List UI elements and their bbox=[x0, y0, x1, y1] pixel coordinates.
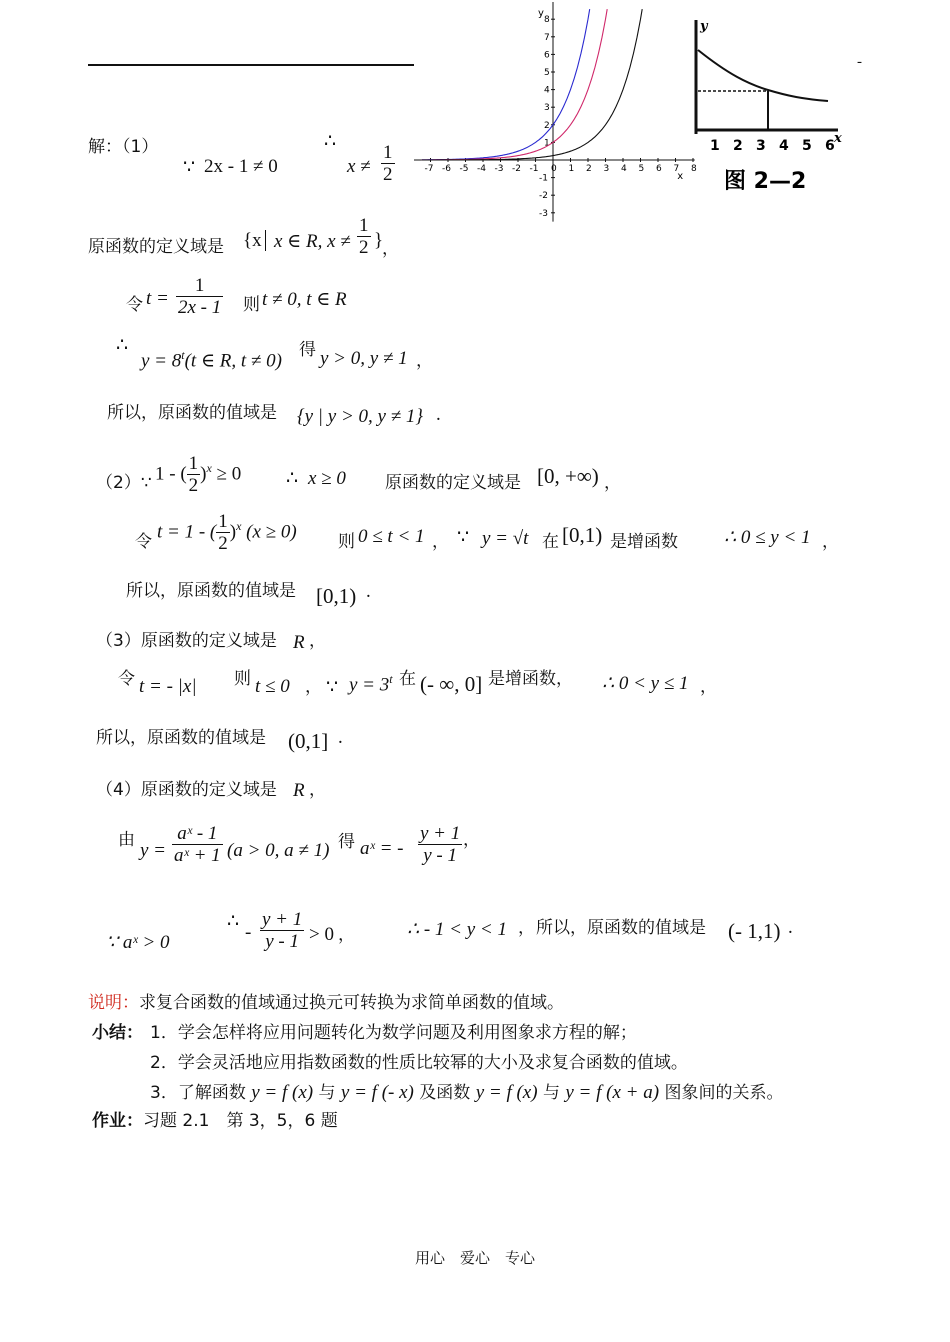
fig1-y-tick-label: 4 bbox=[544, 85, 550, 96]
p4-f-den: aˣ + 1 bbox=[174, 844, 221, 866]
p4-h-num: y + 1 bbox=[262, 909, 303, 930]
p2-domain: [0, +∞) bbox=[537, 464, 599, 488]
summary-item-3-f: y = f (x) bbox=[475, 1082, 538, 1103]
p1-y-exp: t bbox=[181, 348, 185, 362]
p1-domain-mid: x ∈ R, x ≠ bbox=[274, 231, 351, 252]
fig1-x-tick-label: 1 bbox=[568, 164, 575, 174]
p1-y-res: y > 0, y ≠ 1 bbox=[320, 348, 408, 369]
p4-g-den: y - 1 bbox=[418, 844, 462, 866]
p2-label: （2）∵ bbox=[96, 473, 152, 493]
p1-cond: 2x - 1 ≠ 0 bbox=[204, 156, 278, 177]
fig2-x-tick-label: 5 bbox=[802, 138, 812, 154]
p3-R-comma: ， bbox=[309, 631, 326, 651]
fig1-x-tick-label: -1 bbox=[529, 164, 539, 174]
p4-result-comma: ， bbox=[518, 918, 535, 938]
p2-t-frac bbox=[216, 512, 230, 554]
p1-let: 令 bbox=[126, 295, 143, 315]
summary-item-3-d: y = f (- x) bbox=[340, 1082, 414, 1103]
p3-because: ∵ bbox=[326, 677, 339, 698]
fig1-x-tick-label: -6 bbox=[442, 164, 451, 174]
p4-because-expr: ∵ aˣ > 0 bbox=[106, 932, 170, 953]
p2-expr bbox=[155, 454, 241, 496]
p2-t-a: t = 1 - ( bbox=[157, 521, 217, 543]
p1-y-res-comma: ， bbox=[416, 351, 433, 371]
note-line bbox=[88, 988, 564, 1013]
p1-t-den: 2x - 1 bbox=[178, 296, 222, 318]
summary-item-3-g: 与 bbox=[542, 1083, 560, 1103]
fig1-x-tick-label: 6 bbox=[656, 164, 662, 174]
fig1-y-tick-label: 5 bbox=[544, 68, 550, 78]
homework-line bbox=[92, 1106, 338, 1131]
fig2-x-tick-label: 2 bbox=[733, 138, 743, 154]
fig1-x-tick-label: 8 bbox=[691, 164, 697, 174]
p2-t-range: 0 ≤ t < 1 bbox=[358, 526, 425, 547]
p2-zai: 在 bbox=[542, 532, 559, 552]
p4-f-num: aˣ - 1 bbox=[177, 823, 218, 844]
fig1-x-tick-label: -5 bbox=[459, 164, 469, 174]
p2-expr-c: ≥ 0 bbox=[216, 463, 242, 485]
fig1-x-tick-label: 7 bbox=[673, 164, 680, 174]
fig2-x-tick-label: 6 bbox=[825, 138, 835, 154]
p2-result-comma: ， bbox=[822, 532, 839, 552]
p4-cond: (a > 0, a ≠ 1) bbox=[227, 840, 330, 861]
p2-range: [0,1) bbox=[316, 584, 357, 608]
p2-expr-frac bbox=[187, 454, 201, 496]
note-label: 说明： bbox=[88, 993, 139, 1013]
p3-let: 令 bbox=[118, 669, 135, 689]
p2-period: . bbox=[366, 581, 371, 602]
p2-therefore: ∴ bbox=[286, 468, 299, 489]
fig1-x-tick-label: 2 bbox=[586, 164, 592, 174]
fig1-x-tick-label: 0 bbox=[551, 164, 557, 174]
p4-f-frac bbox=[172, 824, 223, 866]
p2-expr-a: 1 - ( bbox=[155, 463, 187, 485]
p4-h-frac bbox=[260, 910, 304, 952]
fig2-x-tick-label: 1 bbox=[710, 138, 720, 154]
p4-neg: - bbox=[245, 922, 252, 943]
p2-sqrt: y = √t bbox=[482, 528, 529, 549]
exponential-curves-figure bbox=[410, 0, 700, 222]
p2-result: ∴ 0 ≤ y < 1 bbox=[724, 527, 811, 548]
p1-then: 则 bbox=[243, 295, 260, 315]
footer-text: 用心 爱心 专心 bbox=[415, 1249, 536, 1267]
summary-item-1: 1．学会怎样将应用问题转化为数学问题及利用图象求方程的解； bbox=[150, 1023, 637, 1043]
p2-t-expr bbox=[157, 512, 297, 554]
summary-item-3-h: y = f (x + a) bbox=[565, 1082, 660, 1103]
fig2-x-tick-label: 3 bbox=[756, 138, 766, 154]
fig1-plot bbox=[414, 2, 697, 222]
p3-y-expr bbox=[349, 672, 393, 696]
p2-t-range-comma: ， bbox=[432, 532, 449, 552]
header-rule bbox=[88, 64, 414, 66]
p2-t-cond: (x ≥ 0) bbox=[246, 521, 297, 543]
p1-domain-open bbox=[243, 230, 273, 252]
p3-y-exp: t bbox=[389, 672, 393, 686]
fig1-x-tick-label: -2 bbox=[512, 164, 521, 174]
note-text: 求复合函数的值域通过换元可转换为求简单函数的值域。 bbox=[139, 993, 564, 1013]
fig1-y-tick-label: -1 bbox=[539, 173, 548, 184]
p1-half-den: 2 bbox=[383, 163, 393, 185]
p1-therefore2: ∴ bbox=[116, 335, 129, 356]
p4-range: (- 1,1) bbox=[728, 919, 781, 943]
p3-interval: (- ∞, 0] bbox=[420, 672, 483, 696]
p2-expr-num: 1 bbox=[188, 453, 199, 474]
p4-conclusion: 所以，原函数的值域是 bbox=[536, 918, 706, 938]
fig2-caption: 图 2—2 bbox=[724, 169, 807, 194]
summary-item-3-e: 及函数 bbox=[419, 1083, 471, 1103]
fig1-x-tick-label: 3 bbox=[603, 164, 610, 174]
p4-g-num: y + 1 bbox=[420, 823, 461, 844]
p4-g-frac bbox=[418, 824, 462, 866]
fig1-y-tick-label: 8 bbox=[544, 15, 550, 26]
p2-domain-text: 原函数的定义域是 bbox=[385, 473, 521, 493]
homework-label: 作业： bbox=[92, 1111, 143, 1131]
p4-y-eq: y = bbox=[140, 840, 167, 861]
p4-result: ∴ - 1 < y < 1 bbox=[407, 919, 507, 940]
fig1-x-tick-label: 4 bbox=[621, 164, 627, 174]
p2-t-b: ) bbox=[229, 521, 237, 543]
fig2-decay-curve bbox=[698, 50, 828, 101]
fig1-y-tick-label: 3 bbox=[544, 103, 550, 114]
decay-graph-figure bbox=[688, 14, 853, 194]
p1-x-ne: x ≠ bbox=[347, 156, 371, 177]
homework-text: 习题 2.1 第 3，5，6 题 bbox=[143, 1111, 338, 1131]
fig1-y-tick-label: 6 bbox=[544, 50, 550, 61]
p1-because: ∵ bbox=[183, 157, 196, 178]
p3-conclusion: 所以，原函数的值域是 bbox=[96, 728, 266, 748]
p3-R: R bbox=[293, 632, 305, 653]
p4-h-den: y - 1 bbox=[260, 930, 304, 952]
p4-period: . bbox=[788, 917, 793, 938]
p3-result-comma: ， bbox=[700, 677, 717, 697]
p3-t-expr: t = - |x| bbox=[139, 676, 197, 697]
p3-t-range-comma: ， bbox=[305, 677, 322, 697]
p2-t-exp: x bbox=[236, 518, 242, 533]
p1-y-expr-text: y = 8 bbox=[141, 350, 182, 372]
fig1-y-tick-label: -2 bbox=[539, 191, 548, 202]
p1-domain-close: } bbox=[374, 230, 384, 251]
p2-t-num: 1 bbox=[218, 511, 228, 532]
fig1-x-tick-label: 5 bbox=[638, 164, 645, 174]
fig1-y-tick-label: 2 bbox=[544, 120, 550, 131]
fig1-x-tick-label: -4 bbox=[477, 164, 486, 174]
p1-t-eq: t = bbox=[146, 288, 169, 309]
p1-domain-open-text: {x bbox=[243, 230, 262, 251]
fig1-y-label: y bbox=[538, 8, 544, 19]
p1-y-expr bbox=[141, 348, 282, 372]
p2-expr-den: 2 bbox=[188, 474, 199, 496]
fig1-x-label: x bbox=[677, 171, 684, 182]
fig1-curve bbox=[422, 9, 642, 160]
p2-expr-b: ) bbox=[200, 463, 207, 485]
summary-item-3-b: y = f (x) bbox=[251, 1082, 314, 1103]
p2-increasing: 是增函数 bbox=[610, 532, 678, 552]
p2-interval: [0,1) bbox=[562, 523, 603, 547]
summary-item-3-i: 图象间的关系。 bbox=[664, 1083, 784, 1103]
p1-label: 解：（1） bbox=[88, 137, 159, 157]
p1-range: {y | y > 0, y ≠ 1} bbox=[297, 406, 423, 427]
p1-domain-comma: ， bbox=[382, 239, 399, 259]
p2-x-ge: x ≥ 0 bbox=[308, 468, 346, 489]
p4-g-comma: ， bbox=[463, 830, 480, 850]
p2-then: 则 bbox=[338, 532, 355, 552]
p4-R-comma: ， bbox=[309, 780, 326, 800]
p2-conclusion: 所以，原函数的值域是 bbox=[126, 581, 296, 601]
p4-ax-eq: aˣ = - bbox=[360, 838, 404, 859]
p2-expr-exp: x bbox=[206, 460, 212, 475]
p1-half bbox=[381, 143, 395, 185]
fig1-curve bbox=[422, 9, 590, 160]
fig1-curve bbox=[422, 9, 607, 160]
fig1-y-tick-label: -3 bbox=[539, 208, 548, 219]
p1-y-cond: (t ∈ R, t ≠ 0) bbox=[184, 350, 282, 372]
summary-item-3-c: 与 bbox=[318, 1083, 336, 1103]
p4-gt0-comma: ， bbox=[338, 925, 355, 945]
p4-label: （4）原函数的定义域是 bbox=[96, 780, 277, 800]
p3-then: 则 bbox=[234, 669, 251, 689]
p3-increasing: 是增函数， bbox=[488, 669, 573, 689]
summary-item-3 bbox=[150, 1078, 783, 1104]
p2-let: 令 bbox=[135, 532, 152, 552]
p4-you: 由 bbox=[118, 830, 135, 850]
p1-de: 得 bbox=[299, 340, 316, 360]
summary-item-2: 2．学会灵活地应用指数函数的性质比较幂的大小及求复合函数的值域。 bbox=[150, 1053, 688, 1073]
p1-domain-half-num: 1 bbox=[359, 215, 369, 236]
fig1-x-tick-label: -7 bbox=[424, 164, 434, 174]
p3-zai: 在 bbox=[399, 669, 416, 689]
p1-then-expr: t ≠ 0, t ∈ R bbox=[262, 289, 347, 310]
p3-y-expr-text: y = 3 bbox=[349, 674, 390, 696]
fig2-y-label: y bbox=[700, 19, 708, 34]
fig2-x-label: x bbox=[834, 131, 842, 146]
p4-gt0: > 0 bbox=[309, 924, 334, 945]
p3-t-range: t ≤ 0 bbox=[255, 676, 290, 697]
fig1-x-tick-label: -3 bbox=[494, 164, 504, 174]
fig2-x-tick-label: 4 bbox=[779, 138, 789, 154]
p1-period: . bbox=[436, 404, 441, 425]
p4-de: 得 bbox=[338, 832, 355, 852]
p3-label: （3）原函数的定义域是 bbox=[96, 631, 277, 651]
p4-therefore: ∴ bbox=[227, 911, 240, 932]
p2-t-den: 2 bbox=[218, 532, 228, 554]
summary-item-3-a: 3．了解函数 bbox=[150, 1083, 246, 1103]
p1-conclusion: 所以，原函数的值域是 bbox=[107, 403, 277, 423]
p1-half-num: 1 bbox=[383, 142, 393, 163]
p3-result: ∴ 0 < y ≤ 1 bbox=[602, 673, 689, 694]
p2-because: ∵ bbox=[457, 527, 470, 548]
p1-domain-half bbox=[357, 216, 371, 258]
p2-domain-comma: ， bbox=[604, 473, 621, 493]
p1-domain-half-den: 2 bbox=[359, 236, 369, 258]
p1-therefore: ∴ bbox=[324, 131, 337, 152]
p3-range: (0,1] bbox=[288, 729, 329, 753]
header-dash: - bbox=[857, 54, 862, 70]
p1-t-frac bbox=[176, 276, 223, 318]
p1-domain-text: 原函数的定义域是 bbox=[88, 237, 224, 257]
p3-period: . bbox=[338, 727, 343, 748]
p4-R: R bbox=[293, 780, 305, 801]
fig2-x-ticks bbox=[710, 138, 835, 154]
p1-t-num: 1 bbox=[194, 275, 205, 296]
fig1-y-tick-label: 7 bbox=[544, 32, 550, 43]
summary-label: 小结： bbox=[92, 1023, 143, 1043]
fig1-y-tick-label: 1 bbox=[544, 138, 550, 149]
